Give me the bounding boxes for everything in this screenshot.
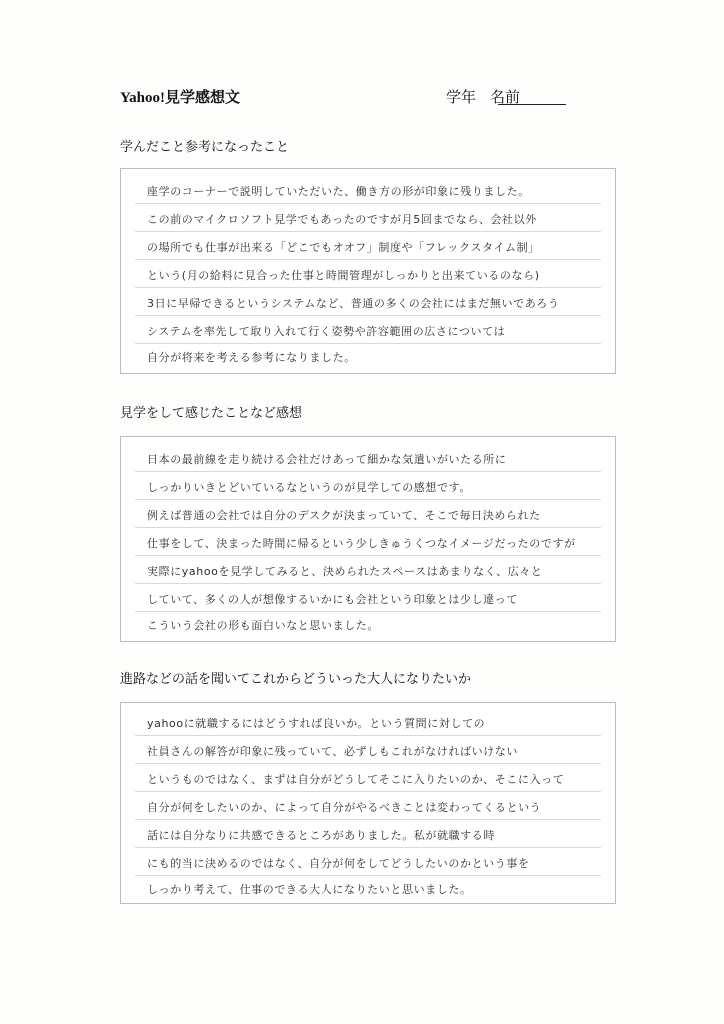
handwritten-line: 社員さんの解答が印象に残っていて、必ずしもこれがなければいけない	[147, 745, 518, 758]
ruled-line	[135, 847, 601, 848]
handwritten-line: 3日に早帰できるというシステムなど、普通の多くの会社にはまだ無いであろう	[147, 297, 560, 310]
ruled-line	[135, 611, 601, 612]
answer-box-learned	[120, 168, 616, 374]
handwritten-line: していて、多くの人が想像するいかにも会社という印象とは少し違って	[147, 593, 518, 606]
ruled-line	[135, 735, 601, 736]
ruled-line	[135, 583, 601, 584]
handwritten-line: 自分が将来を考える参考になりました。	[147, 351, 356, 364]
handwritten-line: yahooに就職するにはどうすれば良いか。という質問に対しての	[147, 717, 486, 730]
sheet-title: Yahoo!見学感想文	[120, 90, 241, 106]
ruled-line	[135, 343, 601, 344]
handwritten-line: こういう会社の形も面白いなと思いました。	[147, 619, 379, 632]
handwritten-line: 例えば普通の会社では自分のデスクが決まっていて、そこで毎日決められた	[147, 509, 541, 522]
handwritten-line: この前のマイクロソフト見学でもあったのですが月5回までなら、会社以外	[147, 213, 537, 226]
ruled-line	[135, 875, 601, 876]
handwritten-line: 話には自分なりに共感できるところがありました。私が就職する時	[147, 829, 495, 842]
handwritten-line: システムを率先して取り入れて行く姿勢や許容範囲の広さについては	[147, 325, 506, 338]
ruled-line	[135, 287, 601, 288]
ruled-line	[135, 763, 601, 764]
ruled-line	[135, 471, 601, 472]
ruled-line	[135, 259, 601, 260]
ruled-line	[135, 499, 601, 500]
handwritten-line: というものではなく、まずは自分がどうしてそこに入りたいのか、そこに入って	[147, 773, 565, 786]
ruled-line	[135, 791, 601, 792]
name-underline	[498, 104, 566, 105]
handwritten-line: にも的当に決めるのではなく、自分が何をしてどうしたいのかという事を	[147, 857, 530, 870]
ruled-line	[135, 231, 601, 232]
section-heading-impressions: 見学をして感じたことなど感想	[120, 405, 303, 420]
handwritten-line: 実際にyahooを見学してみると、決められたスペースはあまりなく、広々と	[147, 565, 543, 578]
answer-box-impressions	[120, 436, 616, 642]
handwritten-line: という(月の給料に見合った仕事と時間管理がしっかりと出来ているのなら)	[147, 269, 540, 282]
name-label: 名前	[490, 90, 521, 106]
ruled-line	[135, 527, 601, 528]
handwritten-line: 仕事をして、決まった時間に帰るという少しきゅうくつなイメージだったのですが	[147, 537, 576, 550]
ruled-line	[135, 203, 601, 204]
section-heading-future: 進路などの話を聞いてこれからどういった大人になりたいか	[120, 671, 472, 686]
handwritten-line: しっかり考えて、仕事のできる大人になりたいと思いました。	[147, 883, 472, 896]
ruled-line	[135, 555, 601, 556]
handwritten-line: 日本の最前線を走り続ける会社だけあって細かな気遣いがいたる所に	[147, 453, 507, 466]
section-heading-learned: 学んだこと参考になったこと	[120, 139, 290, 154]
handwritten-line: 自分が何をしたいのか、によって自分がやるべきことは変わってくるという	[147, 801, 542, 814]
grade-label: 学年	[446, 90, 477, 106]
answer-box-future	[120, 702, 616, 904]
handwritten-line: しっかりいきとどいているなというのが見学しての感想です。	[147, 481, 471, 494]
ruled-line	[135, 315, 601, 316]
handwritten-line: 座学のコーナーで説明していただいた、働き方の形が印象に残りました。	[147, 185, 530, 198]
handwritten-line: の場所でも仕事が出来る「どこでもオオフ」制度や「フレックスタイム制」	[147, 241, 540, 254]
ruled-line	[135, 819, 601, 820]
